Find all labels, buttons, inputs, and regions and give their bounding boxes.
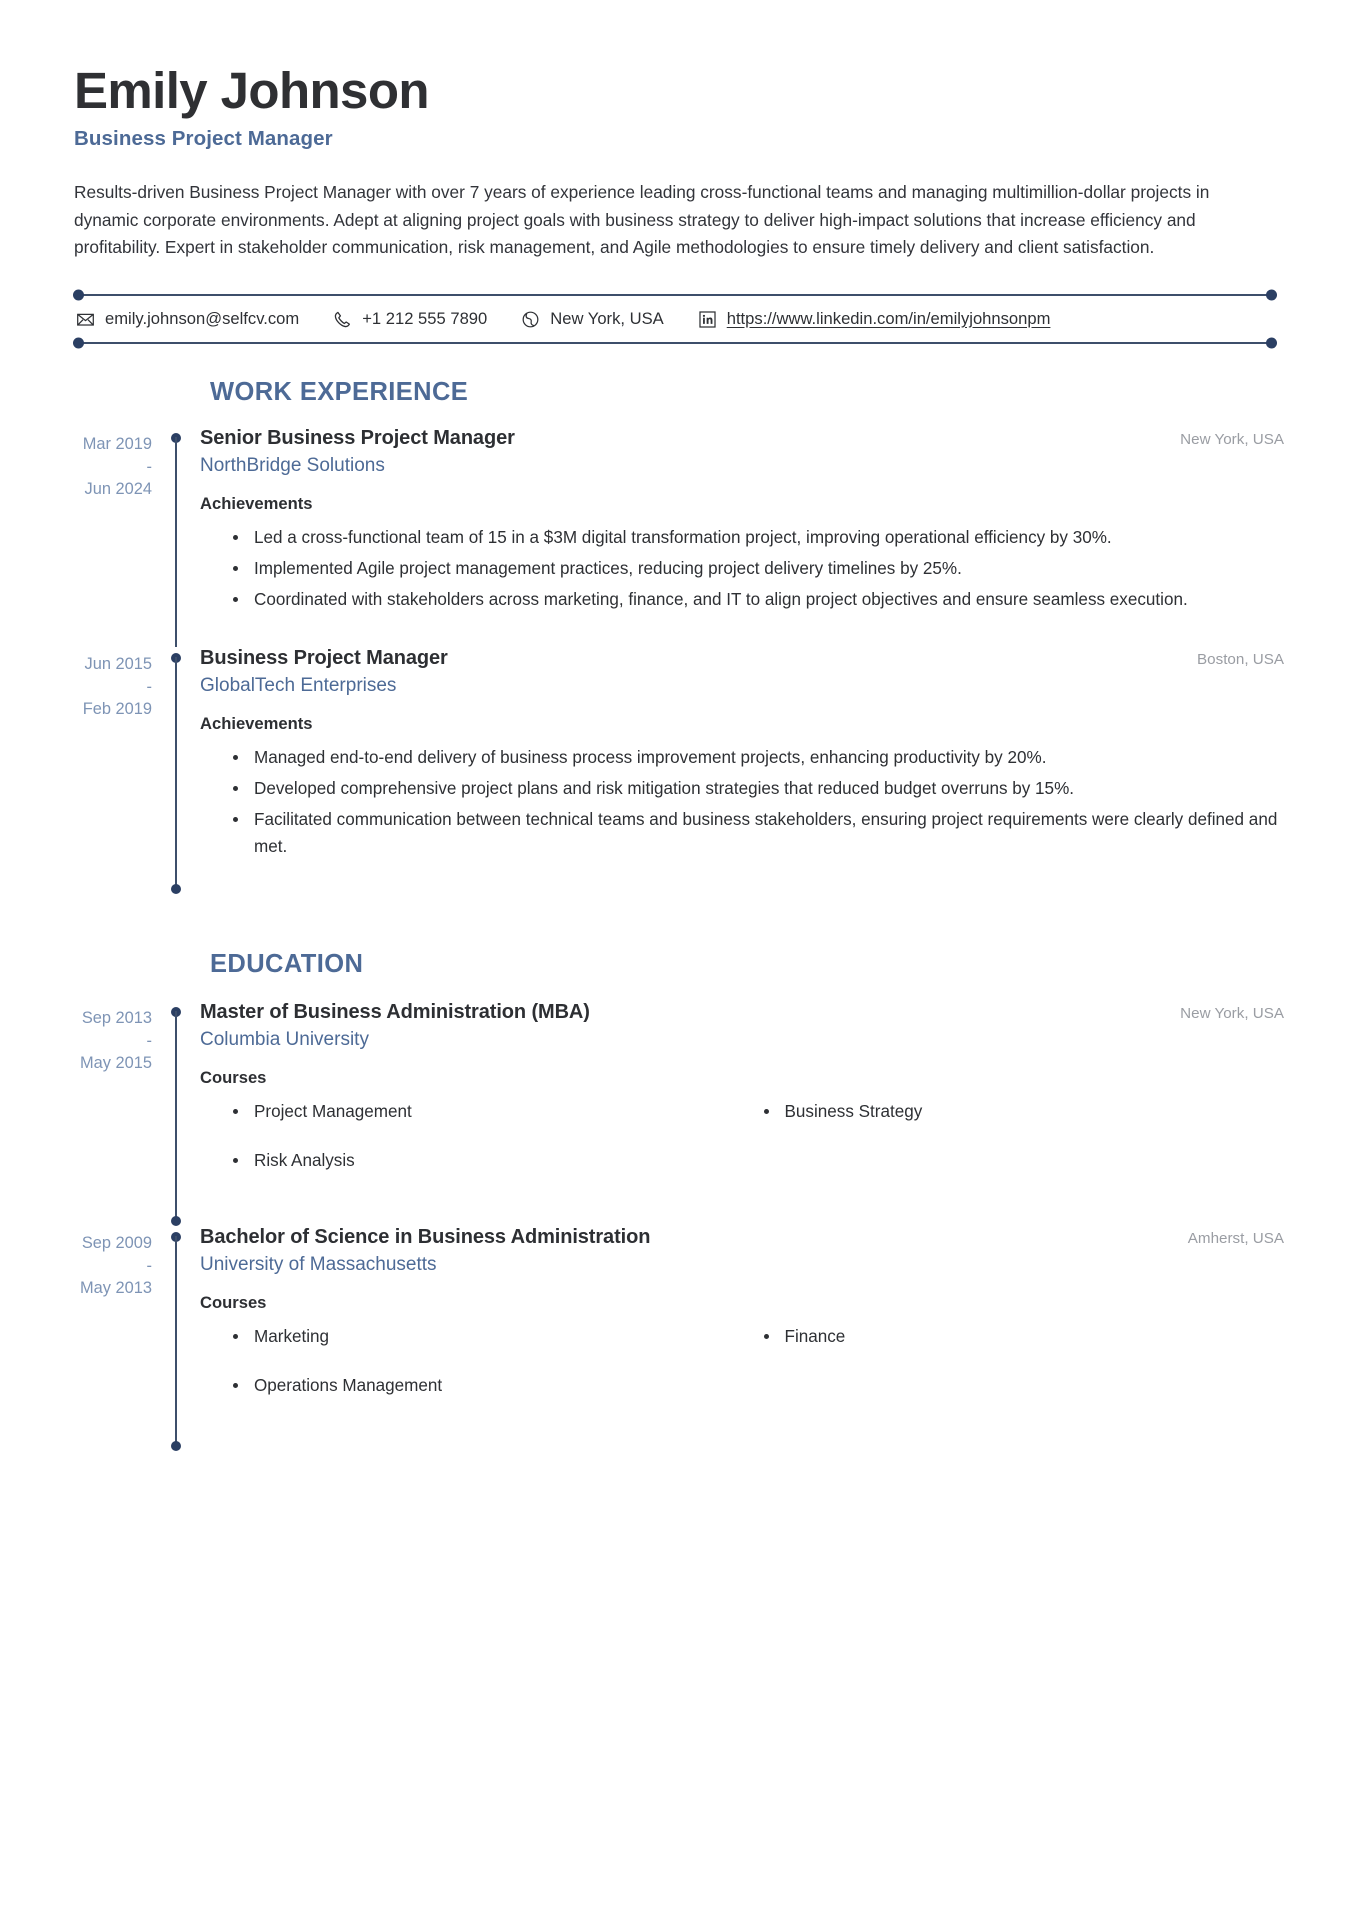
contact-email-text: emily.johnson@selfcv.com	[105, 308, 300, 328]
contact-linkedin-link[interactable]: https://www.linkedin.com/in/emilyjohnsonpm	[726, 308, 1051, 328]
list-item: Finance	[778, 1323, 1285, 1350]
achievements-list	[200, 744, 1284, 860]
entry-institution: University of Massachusetts	[200, 1253, 437, 1275]
education-entry	[62, 1226, 1288, 1451]
entry-organization: NorthBridge Solutions	[200, 454, 385, 476]
timeline-marker	[152, 1001, 200, 1226]
entry-location: New York, USA	[1180, 430, 1284, 448]
entry-header	[200, 1001, 1284, 1024]
entry-degree-title: Bachelor of Science in Business Administration	[200, 1225, 651, 1248]
timeline-line	[175, 1236, 177, 1445]
entry-date-start: Mar 2019	[82, 434, 152, 453]
achievements-list	[200, 524, 1284, 613]
education-section	[62, 950, 1288, 1451]
work-experience-section	[62, 378, 1288, 894]
entry-role-title: Business Project Manager	[200, 646, 448, 669]
list-item: Business Strategy	[778, 1098, 1285, 1125]
entry-date-end: May 2013	[80, 1279, 152, 1298]
entry-date-range	[62, 1001, 152, 1226]
entry-date-range	[62, 1226, 152, 1451]
list-item: Implemented Agile project management practices, reducing project delivery timelines by 25%.	[247, 555, 1284, 582]
entry-subheading: Achievements	[200, 713, 313, 733]
contact-item-phone[interactable]	[333, 310, 487, 329]
timeline-line	[175, 1011, 177, 1220]
contact-item-email[interactable]	[76, 310, 299, 329]
list-item: Risk Analysis	[247, 1147, 754, 1174]
entry-header	[200, 1226, 1284, 1249]
linkedin-icon	[698, 310, 717, 329]
list-item: Project Management	[247, 1098, 754, 1125]
entry-role-title: Senior Business Project Manager	[200, 426, 515, 449]
timeline-marker	[152, 427, 200, 647]
contact-divider-top	[74, 294, 1276, 296]
contact-item-linkedin[interactable]	[698, 310, 1051, 329]
courses-list	[200, 1098, 1284, 1196]
timeline-end-dot-icon	[171, 1216, 181, 1226]
entry-institution: Columbia University	[200, 1028, 369, 1050]
entry-subheading: Achievements	[200, 493, 313, 513]
contact-divider-bottom	[74, 342, 1276, 344]
timeline-line	[175, 437, 177, 647]
entry-date-end: May 2015	[80, 1054, 152, 1073]
contact-bar	[62, 294, 1288, 344]
entry-degree-title: Master of Business Administration (MBA)	[200, 1000, 590, 1023]
entry-content	[200, 647, 1288, 894]
entry-content	[200, 1001, 1288, 1226]
timeline-marker	[152, 647, 200, 894]
job-title: Business Project Manager	[74, 127, 333, 151]
timeline-end-dot-icon	[171, 1441, 181, 1451]
envelope-icon	[76, 310, 95, 329]
entry-header	[200, 427, 1284, 450]
entry-date-start: Sep 2013	[81, 1008, 152, 1027]
timeline-line	[175, 657, 177, 888]
entry-date-range	[62, 647, 152, 894]
entry-date-dash: -	[146, 1256, 152, 1275]
entry-header	[200, 647, 1284, 670]
entry-subheading: Courses	[200, 1067, 267, 1087]
entry-content	[200, 1226, 1288, 1451]
entry-organization: GlobalTech Enterprises	[200, 674, 397, 696]
entry-subheading: Courses	[200, 1292, 267, 1312]
entry-date-dash: -	[146, 677, 152, 696]
entry-date-dash: -	[146, 1031, 152, 1050]
timeline-end-dot-icon	[171, 884, 181, 894]
contact-item-location[interactable]	[521, 310, 663, 329]
entry-date-start: Jun 2015	[84, 654, 152, 673]
full-name: Emily Johnson	[74, 62, 429, 119]
entry-date-start: Sep 2009	[81, 1233, 152, 1252]
section-title-education: EDUCATION	[210, 949, 364, 978]
work-entry	[62, 647, 1288, 894]
phone-icon	[333, 310, 352, 329]
list-item: Developed comprehensive project plans and risk mitigation strategies that reduced budget overruns by 15%.	[247, 775, 1284, 802]
entry-location: Amherst, USA	[1187, 1229, 1284, 1247]
work-entry	[62, 427, 1288, 647]
entry-date-end: Jun 2024	[84, 480, 152, 499]
timeline-marker	[152, 1226, 200, 1451]
list-item: Managed end-to-end delivery of business process improvement projects, enhancing productivity by 20%.	[247, 744, 1284, 771]
resume-header	[62, 62, 1288, 262]
entry-location: New York, USA	[1180, 1004, 1284, 1022]
education-entry	[62, 1001, 1288, 1226]
list-item: Led a cross-functional team of 15 in a $3M digital transformation project, improving operational efficiency by 30%.	[247, 524, 1284, 551]
list-item: Operations Management	[247, 1372, 754, 1399]
entry-location: Boston, USA	[1197, 650, 1284, 668]
entry-date-dash: -	[146, 457, 152, 476]
professional-summary: Results-driven Business Project Manager with over 7 years of experience leading cross-functional teams and managing multimillion-dollar projects in dynamic corporate environments. Adept at aligning project goals with business strategy to deliver high-impact solutions that increase efficiency and profitability. Expert in stakeholder communication, risk management, and Agile methodologies to ensure timely delivery and client satisfaction.	[74, 182, 1210, 258]
contact-phone-text: +1 212 555 7890	[362, 308, 488, 328]
contact-list	[74, 296, 1276, 342]
contact-location-text: New York, USA	[550, 308, 664, 328]
section-title-work: WORK EXPERIENCE	[210, 377, 469, 406]
entry-date-range	[62, 427, 152, 647]
list-item: Facilitated communication between technical teams and business stakeholders, ensuring project requirements were clearly defined and met.	[247, 806, 1284, 860]
list-item: Marketing	[247, 1323, 754, 1350]
entry-date-end: Feb 2019	[82, 700, 152, 719]
globe-icon	[521, 310, 540, 329]
courses-list	[200, 1323, 1284, 1421]
list-item: Coordinated with stakeholders across marketing, finance, and IT to align project objectives and ensure seamless execution.	[247, 586, 1284, 613]
entry-content	[200, 427, 1288, 647]
